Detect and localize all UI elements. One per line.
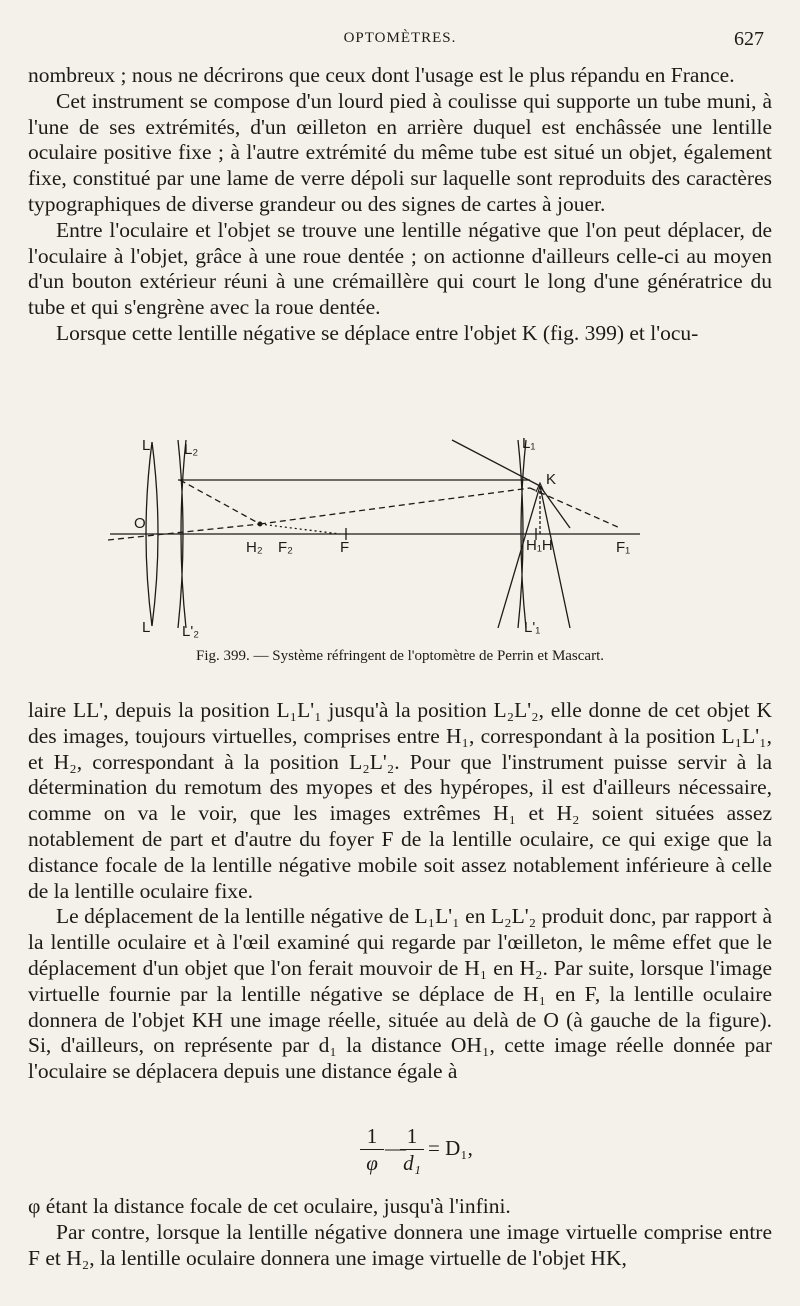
label-L2p: L'₂ xyxy=(182,623,200,640)
fraction-bar xyxy=(400,1149,424,1150)
label-L: L xyxy=(142,437,151,454)
minus-sign: — xyxy=(385,1136,406,1160)
label-K: K xyxy=(546,471,557,488)
label-F1: F₁ xyxy=(616,539,631,556)
figure-399 xyxy=(100,428,760,643)
ray-dashed xyxy=(260,488,530,524)
label-O: O xyxy=(134,515,146,532)
page-header xyxy=(0,26,800,54)
paragraph: φ étant la distance focale de cet oculaire, jusqu'à l'infini. xyxy=(28,1194,511,1218)
text-block-middle xyxy=(28,698,772,1085)
formula-rhs: = D₁, xyxy=(428,1136,473,1160)
numerator: 1 xyxy=(406,1124,418,1148)
label-Lp: L' xyxy=(142,619,154,636)
ray xyxy=(498,486,540,628)
page-number: 627 xyxy=(734,28,764,50)
paragraph: Entre l'oculaire et l'objet se trouve une lentille négative que l'on peut déplacer, de l'oculaire à l'objet, grâce à une roue dentée ; on actionne d'ailleurs celle-ci au moyen d'un bouton extérieur réuni à une crémaillère qui court le long d'une génératrice du tube et qui s'engrène avec la roue dentée. xyxy=(28,217,772,320)
paragraph: Cet instrument se compose d'un lourd pied à coulisse qui supporte un tube muni, à l'une de ses extrémités, d'un œilleton en arrière duquel est enchâssée une lentille oculaire positive fixe ; à l'autre extrémité du même tube est situé un objet, également fixe, constitué par une lame de verre dépoli sur laquelle sont reproduits des caractères typographiques de diverse grandeur ou des signes de cartes à jouer. xyxy=(28,88,772,216)
fraction-1 xyxy=(360,1124,384,1175)
paragraph: Par contre, lorsque la lentille négative donnera une image virtuelle comprise entre F et H₂, la lentille oculaire donnera une image virtuelle de l'objet HK, xyxy=(28,1219,772,1270)
formula xyxy=(360,1124,520,1184)
figure-caption: Fig. 399. — Système réfringent de l'optomètre de Perrin et Mascart. xyxy=(195,648,605,664)
denominator: d₁ xyxy=(403,1151,421,1175)
paragraph: Le déplacement de la lentille négative de L₁L'₁ en L₂L'₂ produit donc, par rapport à la lentille oculaire et à l'œil examiné qui regarde par l'œilleton, le même effet que le déplacement d'un objet que l'on ferait mouvoir de H₁ en H₂. Par suite, lorsque l'image virtuelle fournie par la lentille négative se déplace de H₁ en F, la lentille oculaire donnera de l'objet KH une image réelle, située au delà de O (à gauche de la figure). Si, d'ailleurs, on représente par d₁ la distance OH₁, cette image réelle donnée par l'oculaire se déplacera depuis une distance égale à xyxy=(28,904,772,1084)
paragraph: laire LL', depuis la position L₁L'₁ jusqu'à la position L₂L'₂, elle donne de cet objet K des images, toujours virtuelles, comprises entre H₁, correspondant à la position L₁L'₁, et H₂, correspondant à la position L₂L'₂. Pour que l'instrument puisse servir à la détermination du remotum des myopes et des hypéropes, il est d'ailleurs nécessaire, comme on va le voir, que les images extrêmes H₁ et H₂ soient situées assez notablement de part et d'autre du foyer F de la lentille oculaire, ce qui exige que la distance focale de la lentille négative mobile soit assez notablement inférieure à celle de la lentille oculaire fixe. xyxy=(28,698,772,903)
label-F2: F₂ xyxy=(278,539,293,556)
text-block-bottom xyxy=(28,1194,772,1271)
text-block-top xyxy=(28,63,772,347)
paragraph: Lorsque cette lentille négative se déplace entre l'objet K (fig. 399) et l'ocu- xyxy=(56,320,699,345)
label-F: F xyxy=(340,539,350,556)
ray xyxy=(260,524,340,534)
running-head: OPTOMÈTRES. xyxy=(343,30,457,46)
ray-dashed xyxy=(108,524,260,540)
numerator: 1 xyxy=(366,1124,378,1148)
label-H1H: H₁H xyxy=(526,537,553,554)
label-H2: H₂ xyxy=(246,539,263,556)
ray-dashed xyxy=(180,480,260,524)
focal-point-h2 xyxy=(258,522,262,526)
label-L1p: L'₁ xyxy=(524,619,541,636)
fraction-2 xyxy=(400,1124,424,1175)
ray-dashed xyxy=(530,488,620,528)
fraction-bar xyxy=(360,1149,384,1150)
label-L2: L₂ xyxy=(184,441,199,458)
label-L1: L₁ xyxy=(522,435,536,452)
optical-diagram xyxy=(100,428,760,643)
paragraph: nombreux ; nous ne décrirons que ceux dont l'usage est le plus répandu en France. xyxy=(28,63,735,87)
denominator: φ xyxy=(366,1151,378,1175)
